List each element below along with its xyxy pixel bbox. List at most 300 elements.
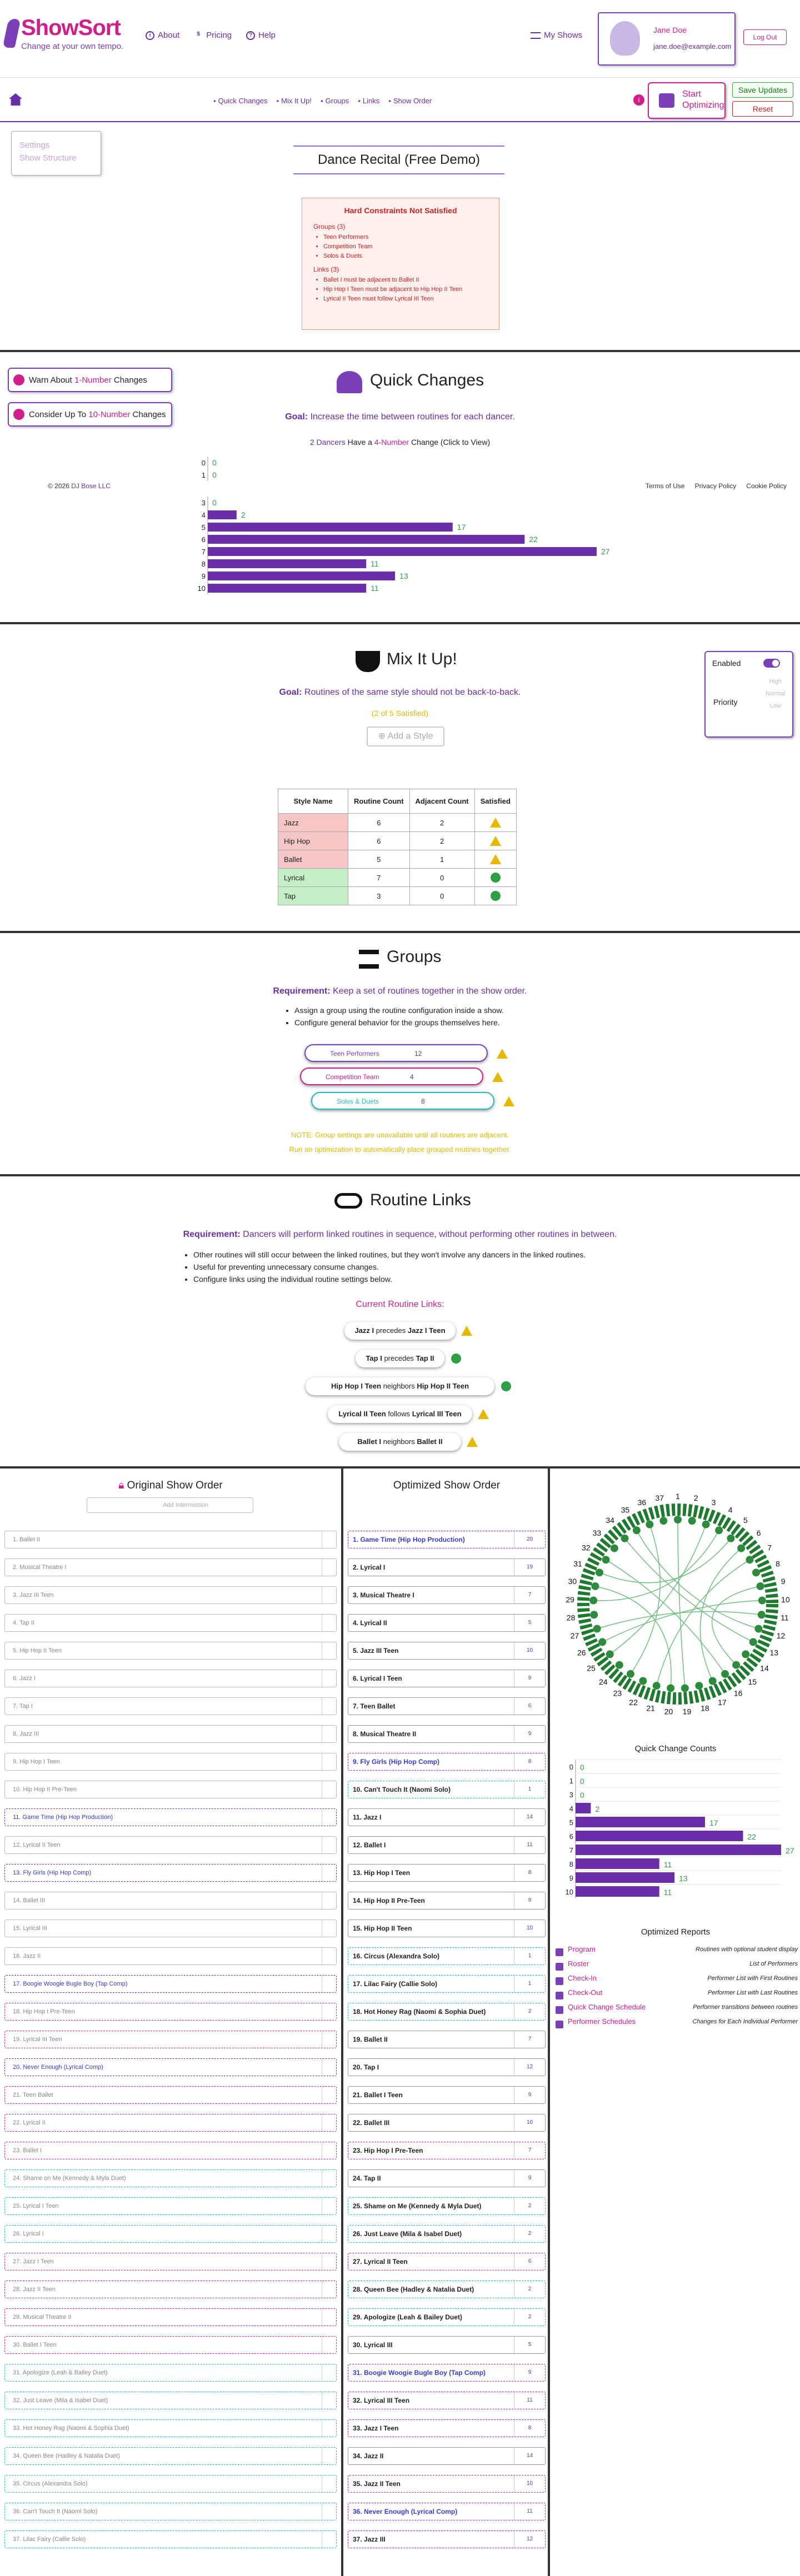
optimized-routine-row[interactable] bbox=[348, 1808, 546, 1826]
dancer-count: 8 bbox=[514, 2420, 545, 2437]
original-routine-row[interactable] bbox=[4, 2225, 337, 2243]
warning-icon bbox=[492, 1072, 503, 1082]
group-pill[interactable] bbox=[311, 1092, 494, 1110]
gear-icon[interactable] bbox=[322, 2420, 336, 2437]
routine-node[interactable] bbox=[602, 1556, 610, 1563]
groups-title: Groups bbox=[387, 948, 442, 966]
bar-value: 22 bbox=[529, 535, 538, 544]
logo[interactable] bbox=[6, 16, 123, 51]
optimized-routine-row[interactable] bbox=[348, 1753, 546, 1771]
privacy-link[interactable]: Privacy Policy bbox=[694, 482, 737, 490]
terms-link[interactable]: Terms of Use bbox=[645, 482, 685, 490]
bar-label: 8 bbox=[201, 560, 206, 568]
bar[interactable] bbox=[576, 1831, 743, 1841]
connection-line bbox=[597, 1611, 762, 1628]
optimized-routine-row[interactable] bbox=[348, 1947, 546, 1965]
gear-icon[interactable] bbox=[322, 1531, 336, 1548]
gear-icon[interactable] bbox=[322, 2003, 336, 2020]
user-email: jane.doe@example.com bbox=[653, 42, 732, 51]
routine-node[interactable] bbox=[616, 1661, 623, 1669]
routine-name: 18. Hot Honey Rag (Naomi & Sophia Duet) bbox=[353, 2008, 486, 2016]
routine-node[interactable] bbox=[674, 1516, 682, 1523]
routine-name: 26. Just Leave (Mila & Isabel Duet) bbox=[353, 2230, 462, 2238]
gear-icon[interactable] bbox=[322, 2337, 336, 2353]
routine-node[interactable] bbox=[709, 1677, 717, 1685]
original-routine-row[interactable] bbox=[4, 1975, 337, 1993]
original-routine-row[interactable] bbox=[4, 1753, 337, 1771]
show-structure-link[interactable]: Show Structure bbox=[19, 153, 77, 163]
original-routine-row[interactable] bbox=[4, 1614, 337, 1632]
bar-value: 17 bbox=[709, 1818, 718, 1827]
reset-button[interactable]: Reset bbox=[732, 101, 793, 117]
original-routine-row[interactable] bbox=[4, 2392, 337, 2409]
style-name-cell[interactable] bbox=[278, 814, 348, 832]
link-pill[interactable] bbox=[344, 1322, 456, 1340]
original-routine-row[interactable] bbox=[4, 2031, 337, 2048]
gear-icon[interactable] bbox=[322, 1920, 336, 1937]
report-link[interactable]: Roster bbox=[553, 1959, 589, 1968]
routine-node[interactable] bbox=[737, 1545, 745, 1552]
original-routine-row[interactable] bbox=[4, 2169, 337, 2187]
gear-icon[interactable] bbox=[322, 1865, 336, 1881]
original-routine-row[interactable] bbox=[4, 1808, 337, 1826]
report-description: Performer transitions between routines bbox=[693, 2004, 798, 2011]
routine-node[interactable] bbox=[589, 1597, 597, 1605]
original-routine-row[interactable] bbox=[4, 1697, 337, 1715]
logout-button[interactable]: Log Out bbox=[743, 29, 787, 45]
routine-number: 1 bbox=[676, 1492, 680, 1501]
priority-high[interactable]: High bbox=[769, 678, 782, 685]
cookie-link[interactable]: Cookie Policy bbox=[746, 482, 787, 490]
optimized-routine-row[interactable] bbox=[348, 1892, 546, 1910]
gear-icon[interactable] bbox=[322, 1615, 336, 1631]
gear-icon[interactable] bbox=[322, 2170, 336, 2187]
subnav-quick-changes[interactable]: ▪ Quick Changes bbox=[213, 97, 268, 105]
optimized-routine-row[interactable] bbox=[348, 2281, 546, 2298]
dancer-count: 10 bbox=[514, 1642, 545, 1659]
optimized-routine-row[interactable] bbox=[348, 2142, 546, 2159]
style-row[interactable] bbox=[278, 814, 517, 832]
check-icon bbox=[501, 1381, 511, 1391]
priority-low[interactable]: Low bbox=[769, 703, 781, 709]
bar-value: 2 bbox=[241, 510, 246, 519]
routine-node[interactable] bbox=[702, 1521, 710, 1528]
dancer-count: 8 bbox=[514, 1865, 545, 1881]
original-routine-row[interactable] bbox=[4, 1670, 337, 1687]
style-row[interactable] bbox=[278, 850, 517, 869]
optimized-routine-row[interactable] bbox=[348, 2003, 546, 2021]
optimized-routine-row[interactable] bbox=[348, 2058, 546, 2076]
original-routine-row[interactable] bbox=[4, 2308, 337, 2326]
optimized-routine-row[interactable] bbox=[348, 2086, 546, 2104]
routine-node[interactable] bbox=[639, 1677, 647, 1685]
connection-line bbox=[678, 1520, 685, 1688]
link-pill[interactable] bbox=[328, 1405, 472, 1423]
add-style-button[interactable]: ⊕ Add a Style bbox=[367, 726, 444, 746]
gear-icon[interactable] bbox=[322, 1781, 336, 1798]
gear-icon[interactable] bbox=[322, 1809, 336, 1826]
style-name-cell[interactable] bbox=[278, 887, 348, 905]
original-routine-row[interactable] bbox=[4, 2114, 337, 2132]
routine-number: 7 bbox=[767, 1543, 772, 1552]
bar[interactable] bbox=[576, 1817, 705, 1827]
link-pill[interactable] bbox=[306, 1377, 494, 1395]
original-routine-row[interactable] bbox=[4, 2142, 337, 2159]
enabled-toggle[interactable] bbox=[763, 659, 780, 668]
routine-name: 25. Shame on Me (Kennedy & Myla Duet) bbox=[353, 2202, 482, 2210]
routine-node[interactable] bbox=[667, 1684, 674, 1692]
routine-node[interactable] bbox=[742, 1650, 749, 1658]
link-from: Tap I bbox=[366, 1354, 382, 1362]
nav-help[interactable]: ? Help bbox=[246, 31, 276, 40]
bar-label: 4 bbox=[569, 1805, 573, 1813]
routine-number: 10 bbox=[781, 1595, 790, 1604]
consider-up-to-setting[interactable]: Consider Up To 10-Number Changes bbox=[8, 402, 172, 427]
style-row[interactable] bbox=[278, 832, 517, 850]
gear-icon[interactable] bbox=[322, 2031, 336, 2048]
gear-icon[interactable] bbox=[322, 1726, 336, 1742]
routine-number: 37 bbox=[655, 1493, 664, 1502]
optimized-routine-row[interactable] bbox=[348, 2031, 546, 2048]
style-row[interactable] bbox=[278, 887, 517, 905]
report-row[interactable] bbox=[553, 1986, 798, 2000]
routine-node[interactable] bbox=[732, 1661, 740, 1669]
gear-icon[interactable] bbox=[322, 1753, 336, 1770]
routine-node[interactable] bbox=[611, 1545, 618, 1552]
routine-node[interactable] bbox=[681, 1684, 689, 1692]
original-routine-row[interactable] bbox=[4, 1586, 337, 1604]
gear-icon[interactable] bbox=[322, 1559, 336, 1576]
connection-line bbox=[599, 1538, 731, 1583]
gear-icon[interactable] bbox=[322, 2448, 336, 2464]
optimized-routine-row[interactable] bbox=[348, 2336, 546, 2354]
bar[interactable] bbox=[208, 547, 597, 556]
routine-node[interactable] bbox=[758, 1611, 766, 1618]
style-name-cell[interactable] bbox=[278, 832, 348, 850]
routine-number: 27 bbox=[570, 1631, 579, 1640]
optimized-routine-row[interactable] bbox=[348, 1725, 546, 1743]
dancer-count: 19 bbox=[514, 1559, 545, 1576]
report-row[interactable] bbox=[553, 1942, 798, 1957]
original-routine-row[interactable] bbox=[4, 1920, 337, 1937]
check-icon bbox=[451, 1354, 461, 1364]
info-icon[interactable]: i bbox=[633, 94, 644, 106]
optimized-routine-row[interactable] bbox=[348, 1920, 546, 1937]
add-intermission-button[interactable]: Add Intermission bbox=[87, 1497, 253, 1513]
gear-icon[interactable] bbox=[322, 1892, 336, 1909]
bar[interactable] bbox=[208, 559, 366, 568]
bar[interactable] bbox=[576, 1803, 591, 1813]
bar[interactable] bbox=[208, 535, 524, 544]
optimized-routine-row[interactable] bbox=[348, 2503, 546, 2520]
optimized-routine-row[interactable] bbox=[348, 2197, 546, 2215]
bar[interactable] bbox=[208, 572, 395, 580]
gear-icon[interactable] bbox=[322, 2198, 336, 2214]
group-pill[interactable] bbox=[304, 1044, 488, 1062]
gear-icon[interactable] bbox=[322, 2364, 336, 2381]
my-shows-link[interactable]: My Shows bbox=[531, 31, 582, 40]
save-updates-button[interactable]: Save Updates bbox=[732, 82, 793, 98]
routine-node[interactable] bbox=[653, 1682, 661, 1690]
optimized-routine-row[interactable] bbox=[348, 2392, 546, 2409]
routine-node[interactable] bbox=[606, 1650, 614, 1658]
routine-name: 11. Game Time (Hip Hop Production) bbox=[13, 1814, 113, 1821]
routine-name: 10. Hip Hop II Pre-Teen bbox=[13, 1786, 77, 1793]
bar-label: 0 bbox=[201, 459, 206, 467]
settings-link[interactable]: Settings bbox=[19, 141, 50, 150]
report-link[interactable]: Program bbox=[553, 1945, 596, 1953]
adjacent-count: 1 bbox=[409, 850, 474, 869]
gear-icon[interactable] bbox=[322, 2309, 336, 2326]
original-routine-row[interactable] bbox=[4, 2475, 337, 2493]
routine-number: 36 bbox=[637, 1498, 647, 1507]
original-routine-row[interactable] bbox=[4, 2253, 337, 2271]
app-header bbox=[0, 0, 800, 78]
optimized-routine-row[interactable] bbox=[348, 2475, 546, 2493]
routine-name: 28. Queen Bee (Hadley & Natalia Duet) bbox=[353, 2286, 474, 2293]
links-label: Links (3) bbox=[313, 265, 339, 273]
original-routine-row[interactable] bbox=[4, 2364, 337, 2382]
dancer-count: 2 bbox=[514, 2226, 545, 2242]
bar[interactable] bbox=[208, 523, 453, 532]
bullet: • Assign a group using the routine configuration inside a show. bbox=[294, 1004, 504, 1016]
routine-name: 16. Jazz II bbox=[13, 1953, 41, 1959]
original-routine-row[interactable] bbox=[4, 2503, 337, 2520]
routine-name: 9. Fly Girls (Hip Hop Comp) bbox=[353, 1758, 440, 1766]
gear-icon[interactable] bbox=[322, 1837, 336, 1853]
routine-name: 35. Circus (Alexandra Solo) bbox=[13, 2480, 88, 2487]
subnav-show-order[interactable]: ▪ Show Order bbox=[388, 97, 432, 105]
report-link[interactable]: Check-Out bbox=[553, 1988, 602, 1997]
optimized-routine-row[interactable] bbox=[348, 2169, 546, 2187]
warn-about-setting[interactable]: Warn About 1-Number Changes bbox=[8, 368, 172, 392]
link-pill[interactable] bbox=[356, 1350, 444, 1367]
original-routine-row[interactable] bbox=[4, 2086, 337, 2104]
link-to: Jazz I Teen bbox=[407, 1326, 446, 1335]
original-routine-row[interactable] bbox=[4, 1558, 337, 1576]
routine-node[interactable] bbox=[757, 1582, 764, 1590]
routine-node[interactable] bbox=[593, 1625, 601, 1633]
original-routine-row[interactable] bbox=[4, 1781, 337, 1798]
routine-node[interactable] bbox=[721, 1670, 729, 1678]
dancer-count: 12 bbox=[514, 2531, 545, 2548]
report-row[interactable] bbox=[553, 2014, 798, 2029]
gear-icon[interactable] bbox=[322, 2114, 336, 2131]
gear-icon[interactable] bbox=[322, 2392, 336, 2409]
bar-label: 9 bbox=[201, 572, 206, 580]
gear-icon[interactable] bbox=[322, 2503, 336, 2520]
style-name: Ballet bbox=[284, 855, 302, 864]
style-name-cell[interactable] bbox=[278, 850, 348, 869]
routine-node[interactable] bbox=[749, 1638, 757, 1646]
quick-change-chart bbox=[194, 457, 610, 602]
style-row[interactable] bbox=[278, 869, 517, 887]
gear-icon[interactable] bbox=[322, 1670, 336, 1687]
gear-icon[interactable] bbox=[322, 1948, 336, 1964]
routine-name: 26. Lyrical I bbox=[13, 2231, 44, 2237]
gear-icon[interactable] bbox=[322, 2142, 336, 2159]
optimized-routine-row[interactable] bbox=[348, 2419, 546, 2437]
start-optimizing-button[interactable]: Start Optimizing bbox=[648, 82, 726, 119]
routine-number: 3 bbox=[711, 1498, 716, 1507]
optimized-routine-row[interactable] bbox=[348, 1836, 546, 1854]
routine-name: 10. Can't Touch It (Naomi Solo) bbox=[353, 1786, 451, 1793]
report-row[interactable] bbox=[553, 2000, 798, 2014]
original-routine-row[interactable] bbox=[4, 1892, 337, 1910]
gear-icon[interactable] bbox=[322, 2059, 336, 2076]
routine-node[interactable] bbox=[590, 1611, 598, 1618]
priority-normal[interactable]: Normal bbox=[766, 690, 786, 697]
connection-line bbox=[631, 1525, 660, 1674]
optimized-routine-row[interactable] bbox=[348, 1670, 546, 1687]
optimized-routine-row[interactable] bbox=[348, 2225, 546, 2243]
routine-node[interactable] bbox=[591, 1582, 599, 1590]
routine-node[interactable] bbox=[659, 1517, 667, 1525]
original-routine-row[interactable] bbox=[4, 2447, 337, 2465]
optimized-routine-row[interactable] bbox=[348, 1781, 546, 1798]
routine-number: 29 bbox=[566, 1595, 574, 1604]
bar[interactable] bbox=[576, 1886, 659, 1897]
optimized-routine-row[interactable] bbox=[348, 2253, 546, 2271]
optimized-routine-row[interactable] bbox=[348, 2364, 546, 2382]
routine-name: 19. Lyrical III Teen bbox=[13, 2036, 62, 2043]
routine-node[interactable] bbox=[752, 1568, 760, 1576]
routine-number: 19 bbox=[682, 1707, 692, 1716]
gear-icon[interactable] bbox=[322, 1642, 336, 1659]
col-routine-count: Routine Count bbox=[348, 789, 410, 814]
routine-node[interactable] bbox=[727, 1535, 734, 1542]
routine-node[interactable] bbox=[688, 1517, 696, 1525]
optimized-routine-row[interactable] bbox=[348, 1558, 546, 1576]
routine-node[interactable] bbox=[598, 1638, 606, 1646]
optimized-routine-row[interactable] bbox=[348, 1531, 546, 1548]
original-routine-row[interactable] bbox=[4, 1836, 337, 1854]
bar-label: 10 bbox=[565, 1888, 573, 1896]
quick-changes-summary[interactable]: 2 Dancers Have a 4-Number Change (Click to View) bbox=[309, 438, 491, 447]
bar[interactable] bbox=[576, 1845, 781, 1855]
nav-pricing[interactable]: $ Pricing bbox=[194, 31, 232, 40]
layers-icon bbox=[359, 950, 379, 969]
original-routine-row[interactable] bbox=[4, 1725, 337, 1743]
gear-icon[interactable] bbox=[322, 2281, 336, 2298]
routine-node[interactable] bbox=[754, 1625, 762, 1633]
optimized-routine-row[interactable] bbox=[348, 2530, 546, 2548]
routine-name: 5. Jazz III Teen bbox=[353, 1647, 399, 1655]
report-link[interactable]: Performer Schedules bbox=[553, 2017, 636, 2026]
connection-line bbox=[712, 1586, 761, 1665]
gear-icon[interactable] bbox=[322, 2087, 336, 2103]
subnav-groups[interactable]: ▪ Groups bbox=[321, 97, 349, 105]
gear-icon[interactable] bbox=[322, 2475, 336, 2492]
report-link[interactable]: Quick Change Schedule bbox=[553, 2003, 646, 2011]
home-icon[interactable] bbox=[9, 93, 22, 106]
routine-node[interactable] bbox=[627, 1670, 634, 1678]
bar[interactable] bbox=[576, 1858, 659, 1869]
subnav-links[interactable]: ▪ Links bbox=[358, 97, 379, 105]
gear-icon[interactable] bbox=[322, 1587, 336, 1603]
gear-icon[interactable] bbox=[322, 2253, 336, 2270]
adjacent-count: 2 bbox=[409, 832, 474, 850]
optimized-routine-row[interactable] bbox=[348, 1642, 546, 1660]
bar[interactable] bbox=[576, 1872, 674, 1883]
subnav-mix-it-up[interactable]: ▪ Mix It Up! bbox=[277, 97, 312, 105]
original-routine-row[interactable] bbox=[4, 2197, 337, 2215]
original-routine-row[interactable] bbox=[4, 2281, 337, 2298]
original-routine-row[interactable] bbox=[4, 1642, 337, 1660]
link-pill[interactable] bbox=[339, 1433, 461, 1451]
routine-name: 35. Jazz II Teen bbox=[353, 2480, 401, 2488]
routine-node[interactable] bbox=[758, 1597, 766, 1605]
gear-icon[interactable] bbox=[322, 1698, 336, 1715]
routine-node[interactable] bbox=[633, 1526, 641, 1534]
dancer-count: 7 bbox=[514, 2142, 545, 2159]
bar[interactable] bbox=[208, 584, 366, 593]
settings-panel bbox=[11, 131, 101, 176]
gear-icon[interactable] bbox=[322, 2531, 336, 2548]
routine-name: 37. Jazz III bbox=[353, 2535, 386, 2543]
nav-about[interactable]: i About bbox=[146, 31, 179, 40]
whisk-icon bbox=[356, 651, 380, 672]
gear-icon[interactable] bbox=[322, 1976, 336, 1992]
routine-name: 24. Tap II bbox=[353, 2174, 381, 2182]
routine-number: 32 bbox=[582, 1543, 591, 1552]
report-row[interactable] bbox=[553, 1971, 798, 1986]
original-routine-row[interactable] bbox=[4, 2003, 337, 2021]
original-routine-row[interactable] bbox=[4, 2530, 337, 2548]
routine-name: 18. Hip Hop I Pre-Teen bbox=[13, 2008, 75, 2015]
bar[interactable] bbox=[208, 510, 237, 519]
routine-node[interactable] bbox=[596, 1568, 603, 1576]
optimized-routine-row[interactable] bbox=[348, 2308, 546, 2326]
routine-node[interactable] bbox=[695, 1682, 703, 1690]
optimized-routine-row[interactable] bbox=[348, 1697, 546, 1715]
group-pill[interactable] bbox=[300, 1068, 483, 1085]
optimized-routine-row[interactable] bbox=[348, 2114, 546, 2132]
routine-node[interactable] bbox=[746, 1556, 753, 1563]
style-name-cell[interactable] bbox=[278, 869, 348, 887]
original-routine-row[interactable] bbox=[4, 2058, 337, 2076]
report-row[interactable] bbox=[553, 1957, 798, 1971]
report-link[interactable]: Check-In bbox=[553, 1974, 597, 1982]
bar-value: 27 bbox=[786, 1846, 794, 1855]
original-routine-row[interactable] bbox=[4, 1531, 337, 1548]
original-routine-row[interactable] bbox=[4, 1864, 337, 1882]
routine-node[interactable] bbox=[715, 1526, 723, 1534]
original-routine-row[interactable] bbox=[4, 1947, 337, 1965]
optimized-routine-row[interactable] bbox=[348, 1614, 546, 1632]
user-card[interactable] bbox=[598, 12, 736, 66]
divider bbox=[0, 931, 800, 933]
bar-value: 13 bbox=[399, 572, 408, 580]
routine-count: 7 bbox=[348, 869, 410, 887]
routine-node[interactable] bbox=[621, 1535, 629, 1542]
bar-label: 8 bbox=[569, 1860, 573, 1868]
optimized-routine-row[interactable] bbox=[348, 2447, 546, 2465]
optimized-routine-row[interactable] bbox=[348, 1864, 546, 1882]
original-routine-row[interactable] bbox=[4, 2419, 337, 2437]
original-routine-row[interactable] bbox=[4, 2336, 337, 2354]
optimized-routine-row[interactable] bbox=[348, 1975, 546, 1993]
bar-label: 3 bbox=[201, 499, 206, 507]
gear-icon[interactable] bbox=[322, 2226, 336, 2242]
routine-node[interactable] bbox=[646, 1521, 653, 1528]
dancer-icon bbox=[337, 371, 362, 393]
optimized-routine-row[interactable] bbox=[348, 1586, 546, 1604]
link-to: Tap II bbox=[416, 1354, 434, 1362]
dancer-count: 5 bbox=[514, 1615, 545, 1631]
link-relation: follows bbox=[388, 1410, 411, 1418]
bar-value: 11 bbox=[663, 1860, 672, 1869]
